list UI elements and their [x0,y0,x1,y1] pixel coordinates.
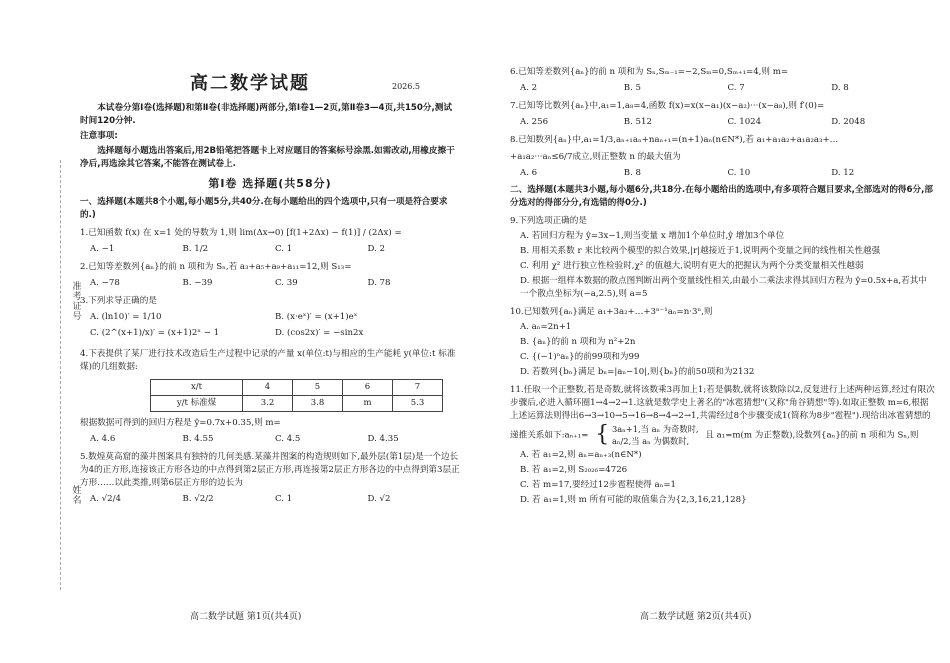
question-10 [510,306,935,379]
question-stem: 6.已知等差数列{aₙ}的前 n 项和为 Sₙ,Sₘ₋₁=−2,Sₘ=0,Sₘ₊₁=4,则 m= [510,67,789,77]
option-row [80,493,460,506]
option-a: A. √2/4 [90,494,121,504]
question-5 [80,451,460,506]
option-d: D. 8 [831,83,849,93]
question-6 [510,66,935,95]
page-footer: 高二数学试题 第2页(共4页) [640,612,752,622]
question-7 [510,100,935,129]
table-cell: 6 [343,380,393,396]
option-row [80,277,460,290]
question-9 [510,215,935,301]
option-a: A. 4.6 [90,434,116,444]
page-title: 高二数学试题 [190,73,310,94]
option-c: C. 4.5 [275,434,301,444]
exam-number-label: 准考证号 [72,282,82,322]
option-a: A. −78 [90,278,120,288]
table-cell: 5.3 [393,396,443,412]
table-cell: 4 [243,380,293,396]
table-row [151,396,443,412]
question-stem: 5.数煌莫高窟的藻井图案具有独特的几何美感.某藻井图案的构造规则如下,最外层(第1层)是一个边长为4的正方形,连接该正方形各边的中点得到第2层正方形,再连接第2层正方形各边的中点得到第3层正方形……以此类推,则第6层正方形的边长为 [80,452,460,488]
left-column [80,72,460,506]
option-b: B. 4.55 [182,434,214,444]
option-c: C. 10 [727,168,751,178]
table-cell: m [343,396,393,412]
option-d: D. (cos2x)′ = −sin2x [275,328,364,338]
option-c: C. 7 [727,83,745,93]
option-a: A. 若回归方程为 ŷ=3x−1,则当变量 x 增加1个单位时,ŷ 增加3个单位 [520,231,785,241]
option-c: C. 1 [275,494,293,504]
option-row [510,116,935,129]
option-b: B. 512 [623,117,652,127]
question-stem-tail: 且 a₁=m(m 为正整数),设数列{aₙ}的前 n 项和为 Sₙ,则 [705,430,919,441]
right-page [475,0,950,663]
question-stem: 3.下列求导正确的是 [80,296,157,306]
option-a: A. 256 [520,117,549,127]
table-cell: 3.8 [293,396,343,412]
option-row [80,243,460,256]
title-row [80,72,460,102]
question-3 [80,295,460,343]
question-followup: 根据数据可得到的回归方程是 ŷ=0.7x+0.35,则 m= [80,418,281,428]
option-c: C. {(−1)ⁿaₙ}的前99项和为99 [520,352,640,362]
option-a: A. 若 a₁=2,则 aₙ=aₙ₊₃(n∈N*) [520,450,642,460]
option-c: C. 利用 χ² 进行独立性检验时,χ² 的值越大,说明有更大的把握认为两个分类变量相关性越弱 [520,261,864,271]
option-b: B. 若 a₁=2,则 S₂₀₂₆=4726 [520,465,628,475]
question-stem: 9.下列选项正确的是 [510,216,587,226]
left-brace-icon: { [595,422,610,447]
case-even: aₙ/2,当 aₙ 为偶数时, [611,436,690,446]
option-d: D. 2 [367,244,386,254]
exam-date: 2026.5 [392,82,420,91]
option-c: C. 若 m=17,要经过12步雹程使得 aₙ=1 [520,480,677,490]
option-row [510,82,935,95]
right-column [510,66,935,507]
question-4 [80,348,460,446]
notice-text: 选择题每小题选出答案后,用2B铅笔把答题卡上对应题目的答案标号涂黑.如需改动,用橡皮擦干净后,再选涂其它答案,不能答在测试卷上. [80,146,455,169]
intro-text: 本试卷分第Ⅰ卷(选择题)和第Ⅱ卷(非选择题)两部分,第Ⅰ卷1—2页,第Ⅱ卷3—4页,共150分,测试时间120分钟. [80,103,452,126]
question-11 [510,384,935,507]
option-row [80,433,460,446]
name-label: 姓名 [72,486,82,506]
option-c: C. (2^(x+1)/x)′ = (x+1)2ˣ − 1 [90,328,220,338]
case-odd: 3aₙ+1,当 aₙ 为奇数时, [611,424,699,434]
option-a: A. 2 [520,83,538,93]
option-b: B. −39 [182,278,213,288]
option-b: B. {aₙ}的前 n 项和为 n²+2n [520,337,636,347]
question-stem: 2.已知等差数列{aₙ}的前 n 项和为 Sₙ,若 a₃+a₅+a₉+a₁₁=12,则 S₁₃= [80,262,352,272]
table-cell: 7 [393,380,443,396]
option-c: C. 39 [275,278,298,288]
table-cell: x/t [151,380,243,396]
option-d: D. 4.35 [367,434,399,444]
page-footer: 高二数学试题 第1页(共4页) [190,612,302,622]
option-a: A. aₙ=2n+1 [520,322,572,332]
table-cell: 5 [293,380,343,396]
option-c: C. 1024 [727,117,762,127]
question-stem: 8.已知数列{aₙ}中,a₁=1/3,aₙ₊₁aₙ+naₙ₊₁=(n+1)aₙ(n∈N*),若 a₁+a₁a₂+a₁a₂a₃+… [510,135,839,145]
option-d: D. 78 [367,278,391,288]
question-8 [510,134,935,180]
section-heading: 第Ⅰ卷 选择题(共58分) [208,177,332,190]
question-stem: 7.已知等比数列{aₙ}中,a₁=1,a₈=4,函数 f(x)=x(x−a₁)(x−a₂)···(x−a₈),则 f′(0)= [510,101,825,111]
part-two-instructions: 二、选择题(本题共3小题,每小题6分,共18分.在每小题给出的选项中,有多项符合题目要求,全部选对的得6分,部分选对的得部分分,有选错的得0分.) [510,185,933,208]
piecewise-cases [612,423,699,447]
option-b: B. 5 [623,83,641,93]
question-stem-text: 11.任取一个正整数,若是奇数,就将该数乘3再加上1;若是偶数,就将该数除以2,反复进行上述两种运算,经过有限次步骤后,必进入循环圈1→4→2→1.这就是数学史上著名的"冰雹猜想"(又称"角谷猜想"等).如取正整数 m=6,根据上述运算法则得出6→3→10→5→16→8→4→2→1,共需经过8个步骤变成1(简称为8步"雹程").现给出冰雹猜想的递推关系如下:aₙ₊₁= [510,385,935,441]
question-stem: 4.下表提供了某厂进行技术改造后生产过程中记录的产量 x(单位:t)与相应的生产能耗 y(单位:t 标准煤)的几组数据: [80,349,456,372]
option-a: A. (ln10)′ = 1/10 [90,312,162,322]
notice-heading: 注意事项: [80,131,118,141]
option-d: D. 12 [831,168,855,178]
option-a: A. 6 [520,168,538,178]
data-table [150,379,443,412]
option-d: D. 根据一组样本数据的散点图判断出两个变量线性相关,由最小二乘法求得其回归方程为 ŷ=0.5x+a,若其中一个散点坐标为(−a,2.5),则 a=5 [520,276,927,299]
table-row [151,380,443,396]
binding-line [60,160,61,590]
option-row [510,167,935,180]
option-d: D. 若 a₁=1,则 m 所有可能的取值集合为{2,3,16,21,128} [520,495,747,505]
option-b: B. √2/2 [182,494,214,504]
option-grid [80,311,460,343]
option-a: A. −1 [90,244,115,254]
question-stem: 1.已知函数 f(x) 在 x=1 处的导数为 1,则 lim(Δx→0) [f(1+2Δx) − f(1)] / (2Δx) = [80,228,402,238]
option-d: D. 2048 [831,117,866,127]
option-b: B. 用相关系数 r 来比较两个模型的拟合效果,|r|越接近于1,说明两个变量之间的线性相关性越强 [520,246,881,256]
option-b: B. 1/2 [182,244,209,254]
question-stem [510,384,935,447]
option-b: B. (x·eˣ)′ = (x+1)eˣ [275,312,358,322]
part-one-instructions: 一、选择题(本题共8个小题,每小题5分,共40分.在每小题给出的四个选项中,只有一项是符合要求的.) [80,197,448,220]
piecewise-definition [595,423,698,447]
table-cell: 3.2 [243,396,293,412]
question-stem-continued: +a₁a₂···aₙ≤6/7成立,则正整数 n 的最大值为 [510,152,681,162]
question-2 [80,261,460,290]
table-cell: y/t 标准煤 [151,396,243,412]
option-b: B. 8 [623,168,641,178]
option-d: D. 若数列{bₙ}满足 bₙ=|aₙ−10|,则{bₙ}的前50项和为2132 [520,367,755,377]
option-d: D. √2 [367,494,391,504]
option-c: C. 1 [275,244,293,254]
question-1 [80,227,460,256]
question-stem: 10.已知数列{aₙ}满足 a₁+3a₂+…+3ⁿ⁻¹aₙ=n·3ⁿ,则 [510,307,713,317]
